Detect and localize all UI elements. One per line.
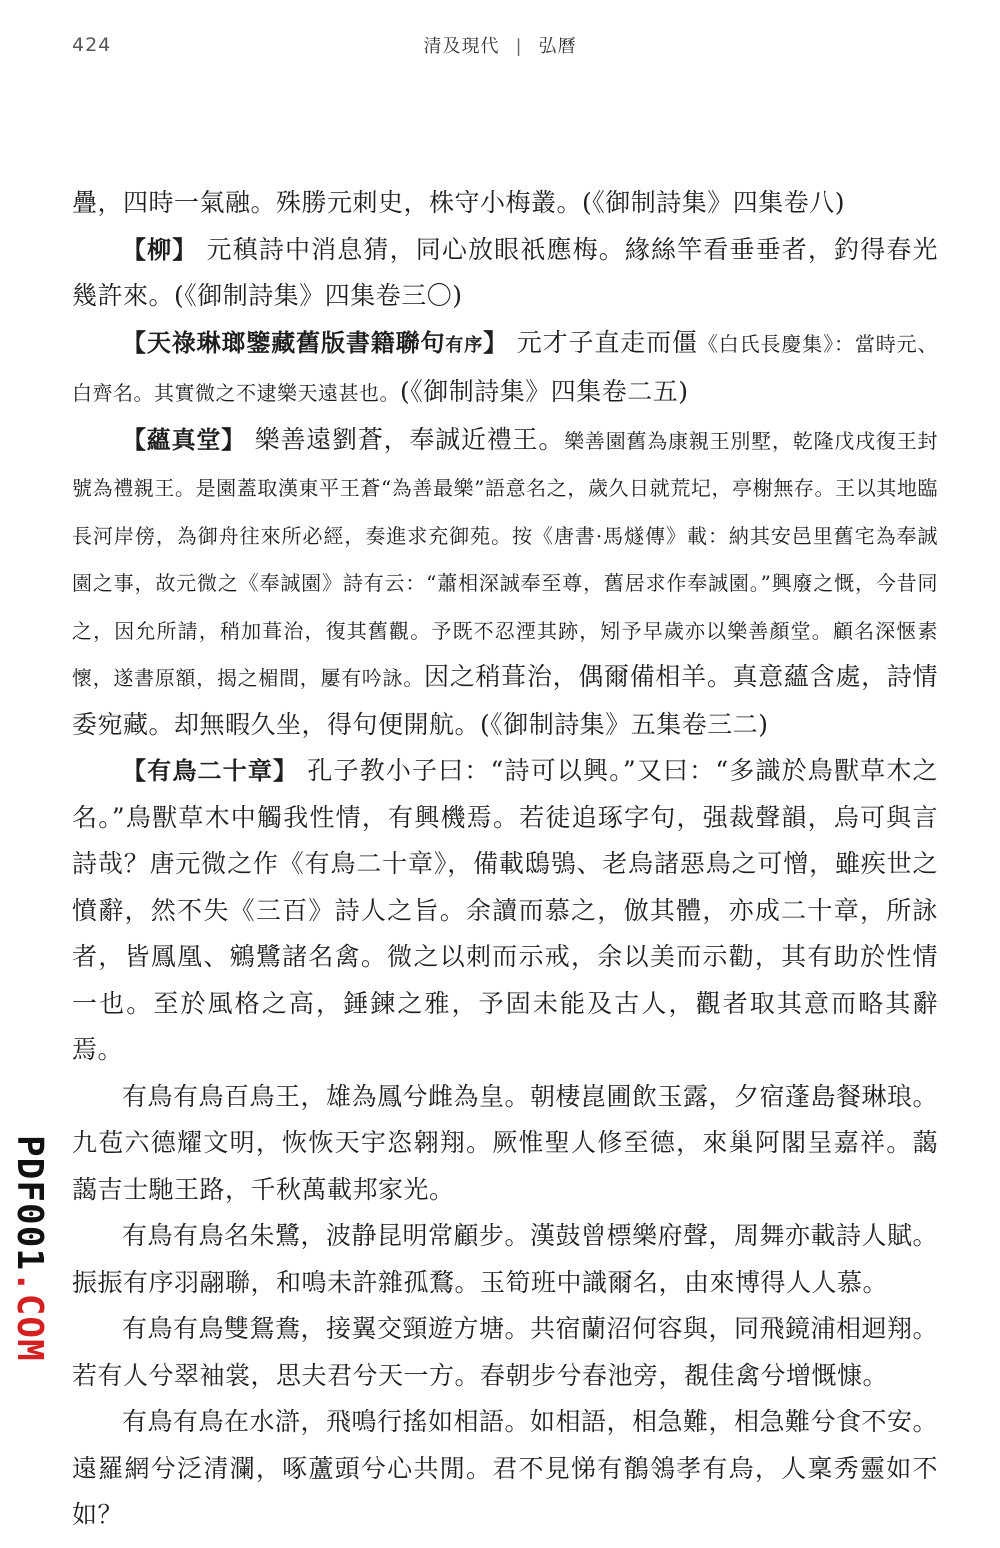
poem-text: 元稹詩中消息猜，同心放眼祇應梅。緣絲竿看垂垂者，釣得春光幾許來。(《御制詩集》四集卷三〇) <box>72 234 938 310</box>
poem-yunzhentang <box>72 417 938 749</box>
poem-tianlu <box>72 320 938 417</box>
poem-text: 樂善遠劉蒼，奉誠近禮王。 <box>254 424 565 454</box>
watermark-text-red: .COM <box>9 1271 50 1362</box>
poem-text: 元才子直走而僵 <box>516 327 698 357</box>
page-header <box>0 30 1000 60</box>
running-head <box>0 32 1000 58</box>
page-body <box>72 180 938 1539</box>
stanza-phoenix: 有鳥有鳥百鳥王，雄為鳳兮雌為皇。朝棲崑圃飲玉露，夕宿蓬島餐琳琅。九苞六德耀文明，恢恢天宇恣翱翔。厥惟聖人修至德，來巢阿閣呈嘉祥。藹藹吉士馳王路，千秋萬載邦家光。 <box>72 1081 939 1204</box>
stanza-egret: 有鳥有鳥名朱鷺，波静昆明常顧步。漢鼓曾標樂府聲，周舞亦載詩人賦。振振有序羽翮聯，和鳴未許雜孤鶩。玉筍班中識爾名，由來博得人人慕。 <box>72 1221 939 1297</box>
site-watermark <box>10 1135 50 1375</box>
poem-title: 【有鳥二十章】 <box>122 757 299 785</box>
watermark-text-black: PDF001 <box>9 1135 50 1272</box>
poem-title: 【柳】 <box>122 235 198 264</box>
poem-title: 【天祿琳瑯鑒藏舊版書籍聯句有序】 <box>122 328 508 357</box>
poem-annotation: 《白氏長慶集》：當時元、白齊名。其實微之不逮樂天遠甚也。 <box>72 331 939 405</box>
preface-twenty-birds <box>72 748 938 1074</box>
poem-title: 【蘊真堂】 <box>122 425 246 454</box>
stanza-waterside-bird: 有鳥有鳥在水滸，飛鳴行搖如相語。如相語，相急難，相急難兮食不安。遠羅網兮泛清瀾，啄蘆頭兮心共閒。君不見悌有鶺鴒孝有烏，人稟秀靈如不如？ <box>72 1407 939 1529</box>
poem-text-continued: 因之稍葺治，偶爾備相羊。真意蘊含處，詩情委宛藏。却無暇久坐，得句便開航。(《御制詩集》五集卷三二) <box>72 662 938 739</box>
poem-annotation: 樂善園舊為康親王別墅，乾隆戊戌復王封號為禮親王。是園蓋取漢東平王蒼“為善最樂”語意名之，歲久日就荒圮，亭榭無存。王以其地臨長河岸傍，為御舟往來所必經，奏進求充御苑。按《唐書·馬燧傳》載：納其安邑里舊宅為奉誠園之事，故元微之《奉誠園》詩有云：“蕭相深誠奉至尊，舊居求作奉誠園。”興廢之慨，今昔同之，因允所請，稍加葺治，復其舊觀。予既不忍湮其跡，矧予早歲亦以樂善顏堂。顧名深愜素懷，遂書原額，揭之楣間，屢有吟詠。 <box>72 428 938 690</box>
preface-text: 孔子教小子曰：“詩可以興。”又曰：“多識於鳥獸草木之名。”鳥獸草木中觸我性情，有興機焉。若徒追琢字句，强裁聲韻，烏可與言詩哉？唐元微之作《有鳥二十章》，備載鴟鴞、老烏諸惡鳥之可憎，雖疾世之憤辭，然不失《三百》詩人之旨。余讀而慕之，倣其體，亦成二十章，所詠者，皆鳳凰、鵷鷺諸名禽。微之以刺而示戒，余以美而示勸，其有助於性情一也。至於風格之高，錘鍊之雅，予固未能及古人，觀者取其意而略其辭焉。 <box>72 756 938 1064</box>
running-head-separator: | <box>515 36 523 57</box>
author-name: 弘曆 <box>538 36 577 57</box>
poem-willow <box>72 227 938 320</box>
paragraph-continuation: 疊，四時一氣融。殊勝元刺史，株守小梅叢。(《御制詩集》四集卷八) <box>72 188 846 217</box>
stanza-mandarin-duck: 有鳥有鳥雙鴛鴦，接翼交頸遊方塘。共宿蘭沼何容與，同飛鏡浦相迴翔。若有人兮翠袖裳，思夫君兮天一方。春朝步兮春池旁，覩佳禽兮增慨慷。 <box>72 1314 939 1390</box>
page-number: 424 <box>72 34 112 56</box>
poem-source: (《御制詩集》四集卷二五) <box>400 377 689 406</box>
section-title: 清及現代 <box>423 36 500 57</box>
poem-title-note: 有序 <box>445 334 484 356</box>
